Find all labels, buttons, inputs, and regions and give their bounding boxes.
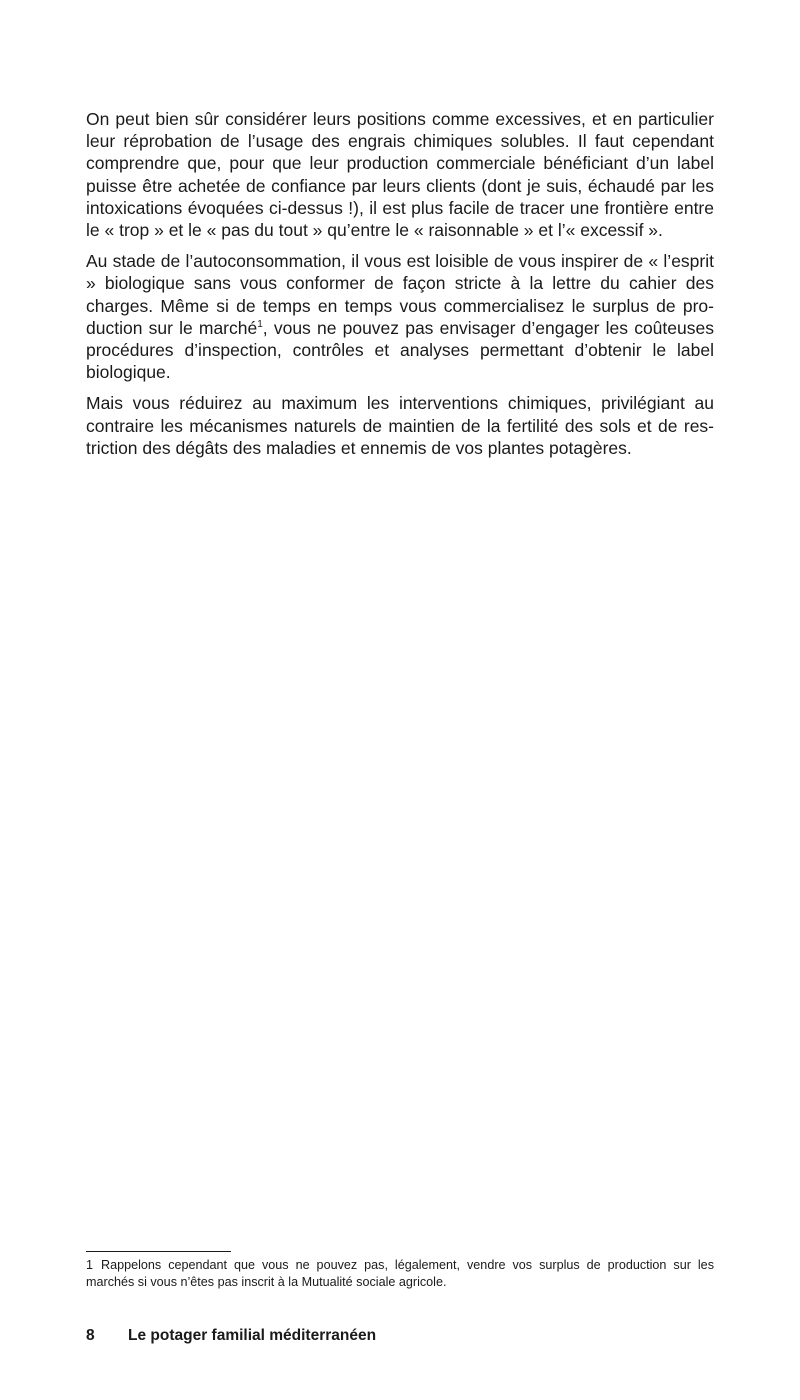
page-number: 8 [86,1327,95,1344]
footnote-number: 1 [86,1258,94,1272]
paragraph-3: Mais vous réduirez au maximum les interventions chimiques, privilégiant au contraire les mécanismes naturels de maintien de la fertilité des sols et de restriction des dégâts des maladies et ennemis de vos plantes potagères. [86,393,714,458]
paragraph-2-text-before-ref: Au stade de l’autoconsommation, il vous est loisible de vous inspirer de « l’esprit » biologique sans vous conformer de façon stricte à la lettre du cahier des charges. Même si de temps en temps vous commercialisez le surplus de production sur le marché [86,251,714,338]
book-title: Le potager familial méditerranéen [128,1327,377,1344]
footnote-reference: 1 [257,319,263,330]
page-body [86,108,714,468]
footnote-text: Rappelons cependant que vous ne pouvez pas, légalement, vendre vos surplus de production sur les marchés si vous n’êtes pas inscrit à la Mutualité sociale agricole. [86,1258,714,1289]
footnote-1 [86,1257,714,1291]
paragraph-2 [86,250,714,383]
paragraph-2-text-after-ref: , vous ne pouvez pas envisager d’engager les coûteuses procédures d’inspection, contrôles et analyses permettant d’obtenir le label biologique. [86,317,714,383]
footnote-area [86,1251,714,1291]
footnote-separator [86,1251,231,1252]
running-footer [86,1326,714,1346]
paragraph-1: On peut bien sûr considérer leurs positions comme excessives, et en particulier leur réprobation de l’usage des engrais chimiques solubles. Il faut cependant comprendre que, pour que leur production commerciale bénéficiant d’un label puisse être achetée de confiance par leurs clients (dont je suis, échaudé par les intoxications évoquées ci-dessus !), il est plus facile de tracer une frontière entre le « trop » et le « pas du tout » qu’entre le « raisonnable » et l’« excessif ». [86,109,714,241]
